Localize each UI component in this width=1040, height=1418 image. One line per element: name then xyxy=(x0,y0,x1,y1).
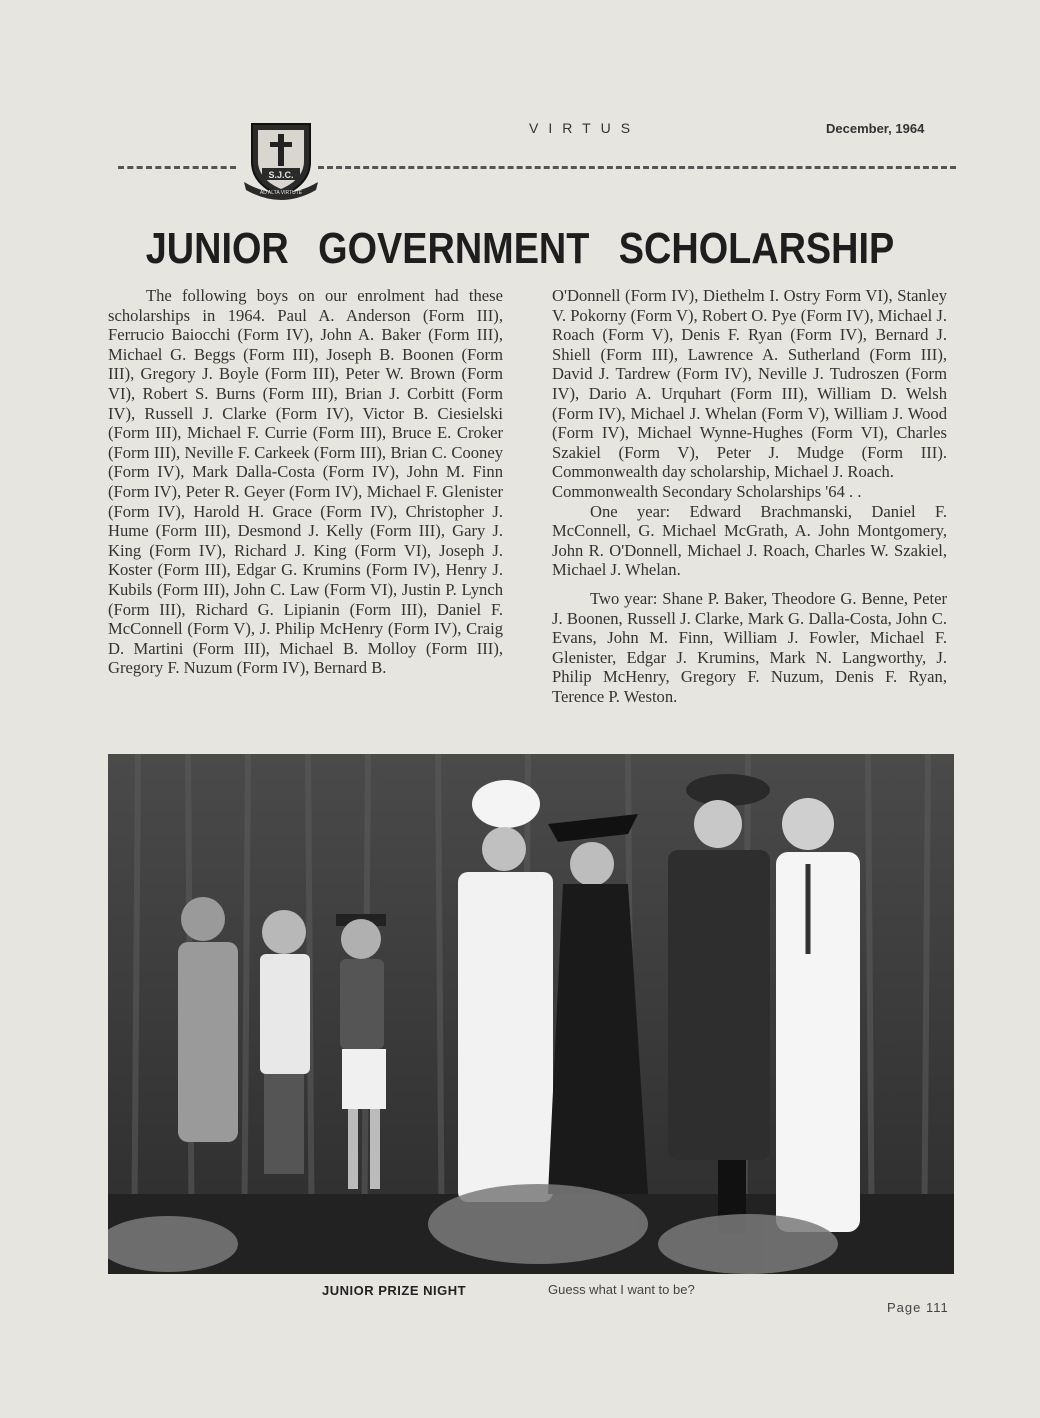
article-column-left xyxy=(108,286,503,678)
header-rule-left xyxy=(118,166,236,169)
photo-caption-title: JUNIOR PRIZE NIGHT xyxy=(322,1283,467,1298)
issue-date: December, 1964 xyxy=(826,121,925,136)
svg-text:S.J.C.: S.J.C. xyxy=(268,170,294,180)
scholarship-list-continued: O'Donnell (Form IV), Diethelm I. Ostry Form VI), Stanley V. Pokorny (Form V), Robert O. Pye (Form IV), Michael J. Roach (Form V), Denis F. Ryan (Form IV), Bernard J. Shiell (Form III), Lawrence A. Sutherland (Form III), David J. Tardrew (Form IV), Neville J. Tudroszen (Form IV), Dario A. Urquhart (Form III), William D. Welsh (Form IV), Michael J. Whelan (Form V), William J. Wood (Form IV), Michael Wynne-Hughes (Form VI), Charles Szakiel (Form V), Peter J. Mudge (Form III). Commonwealth day scholarship, Michael J. Roach. xyxy=(552,286,947,482)
school-crest-icon xyxy=(240,118,322,200)
header-rule-right xyxy=(318,166,956,169)
svg-text:AD ALTA VIRTUTE: AD ALTA VIRTUTE xyxy=(259,190,303,196)
prize-night-photo xyxy=(108,754,954,1274)
page-number: Page 111 xyxy=(887,1300,949,1315)
commonwealth-heading: Commonwealth Secondary Scholarships '64 . . xyxy=(552,481,862,501)
one-year-paragraph: One year: Edward Brachmanski, Daniel F. McConnell, G. Michael McGrath, A. John Montgomery, John R. O'Donnell, Michael J. Roach, Charles W. Szakiel, Michael J. Whelan. xyxy=(552,501,947,580)
article-column-right xyxy=(552,286,947,706)
publication-title: VIRTUS xyxy=(529,120,641,136)
two-year-paragraph: Two year: Shane P. Baker, Theodore G. Benne, Peter J. Boonen, Russell J. Clarke, Mark G. Dalla-Costa, John C. Evans, John M. Finn, William J. Fowler, Michael F. Glenister, Edgar J. Krumins, Mark N. Langworthy, J. Philip McHenry, Gregory F. Nuzum, Denis F. Ryan, Terence P. Weston. xyxy=(552,588,947,706)
scholarship-list-paragraph: The following boys on our enrolment had these scholarships in 1964. Paul A. Anderson (Form III), Ferrucio Baiocchi (Form IV), John A. Baker (Form III), Michael G. Beggs (Form III), Joseph B. Boonen (Form III), Gregory J. Boyle (Form III), Peter W. Brown (Form VI), Robert S. Burns (Form III), Brian J. Corbitt (Form IV), Russell J. Clarke (Form IV), Victor B. Ciesielski (Form III), Michael F. Currie (Form III), Bruce E. Croker (Form III), Neville F. Carkeek (Form III), Brian C. Cooney (Form IV), Mark Dalla-Costa (Form IV), John M. Finn (Form IV), Peter R. Geyer (Form IV), Michael F. Glenister (Form IV), Harold H. Grace (Form IV), Christopher J. Hume (Form III), Desmond J. Kelly (Form III), Gary J. King (Form IV), Richard J. King (Form VI), Joseph J. Koster (Form III), Edgar G. Krumins (Form IV), Henry J. Kubils (Form III), John C. Law (Form VI), Justin P. Lynch (Form III), Richard G. Lipianin (Form III), Daniel F. McConnell (Form V), J. Philip McHenry (Form IV), Craig D. Martini (Form III), Michael B. Molloy (Form III), Gregory F. Nuzum (Form IV), Bernard B. xyxy=(108,286,503,678)
photo-caption-text: Guess what I want to be? xyxy=(548,1282,695,1297)
article-title: JUNIOR GOVERNMENT SCHOLARSHIP xyxy=(145,224,895,273)
